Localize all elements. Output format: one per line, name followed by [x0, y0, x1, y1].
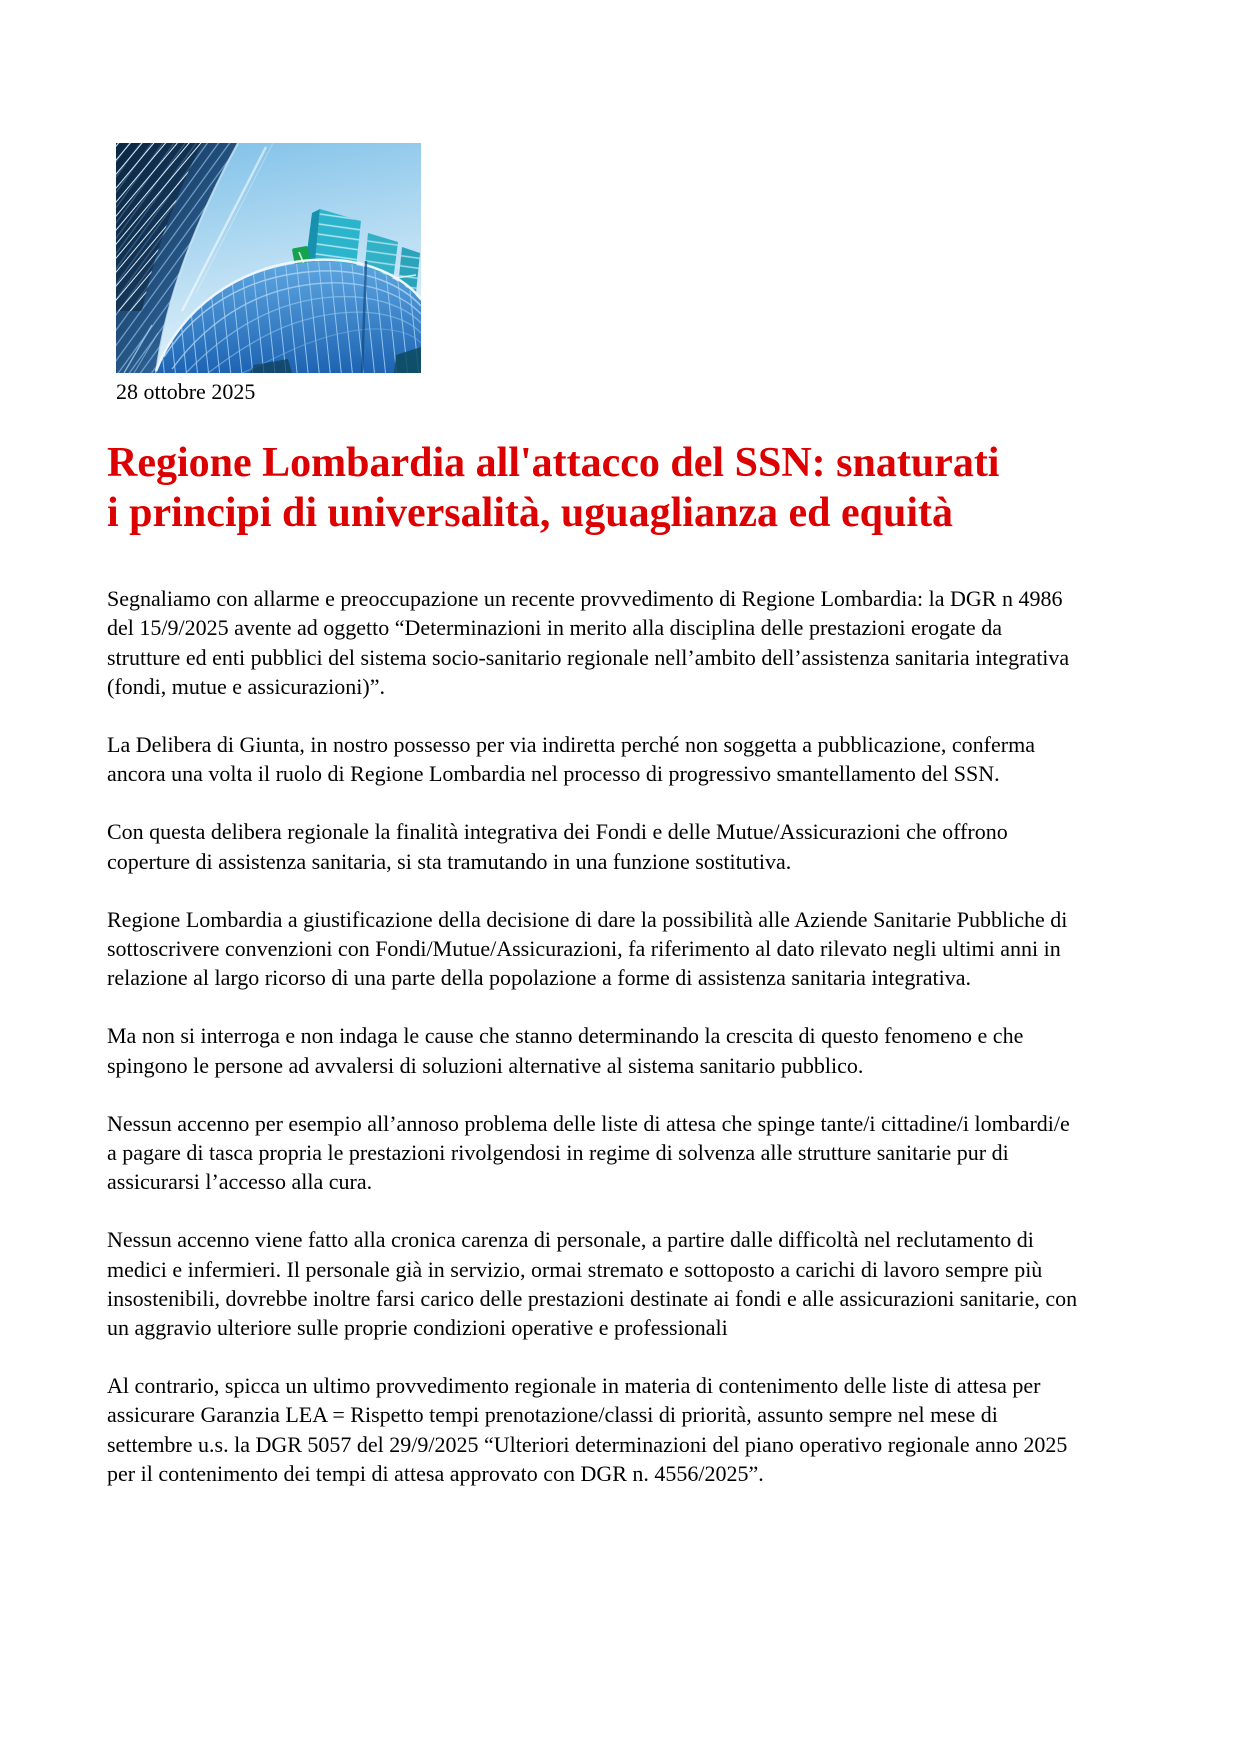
- header-photo: [116, 143, 421, 373]
- article-paragraph-4: Regione Lombardia a giustificazione della decisione di dare la possibilità alle Aziende Sanitarie Pubbliche di sottoscrivere convenzioni con Fondi/Mutue/Assicurazioni, fa riferimento al dato rilevato negli ultimi anni in relazione al largo ricorso di una parte della popolazione a forme di assistenza sanitaria integrativa.: [107, 906, 1068, 991]
- article-paragraph-5: Ma non si interroga e non indaga le cause che stanno determinando la crescita di questo fenomeno e che spingono le persone ad avvalersi di soluzioni alternative al sistema sanitario pubblico.: [107, 1023, 1024, 1078]
- article-date: 28 ottobre 2025: [116, 379, 256, 404]
- article-page: [107, 0, 1082, 1488]
- article-paragraph-2: La Delibera di Giunta, in nostro possesso per via indiretta perché non soggetta a pubblicazione, conferma ancora una volta il ruolo di Regione Lombardia nel processo di progressivo smantellamento del SSN.: [107, 731, 1035, 787]
- article-paragraph-8: Al contrario, spicca un ultimo provvedimento regionale in materia di contenimento delle liste di attesa per assicurare Garanzia LEA = Rispetto tempi prenotazione/classi di priorità, assunto sempre nel mese di settembre u.s. la DGR 5057 del 29/9/2025 “Ulteriori determinazioni del piano operativo regionale anno 2025 per il contenimento dei tempi di attesa approvato con DGR n. 4556/2025”.: [107, 1373, 1068, 1486]
- article-paragraph-7: Nessun accenno viene fatto alla cronica carenza di personale, a partire dalle difficoltà nel reclutamento di medici e infermieri. Il personale già in servizio, ormai stremato e sottoposto a carichi di lavoro sempre più insostenibili, dovrebbe inoltre farsi carico delle prestazioni destinate ai fondi e alle assicurazioni sanitarie, con un aggravio ulteriore sulle proprie condizioni operative e professionali: [107, 1227, 1078, 1340]
- glass-skyscrapers-photo: [116, 143, 421, 373]
- article-paragraph-6: Nessun accenno per esempio all’annoso problema delle liste di attesa che spinge tante/i cittadine/i lombardi/e a pagare di tasca propria le prestazioni rivolgendosi in regime di solvenza alle strutture sanitarie pur di assicurarsi l’accesso alla cura.: [107, 1110, 1070, 1195]
- article-title: Regione Lombardia all'attacco del SSN: snaturati i principi di universalità, uguaglianza ed equità: [107, 440, 1000, 536]
- article-paragraph-3: Con questa delibera regionale la finalità integrativa dei Fondi e delle Mutue/Assicurazioni che offrono coperture di assistenza sanitaria, si sta tramutando in una funzione sostitutiva.: [107, 819, 1008, 874]
- article-paragraph-1: Segnaliamo con allarme e preoccupazione un recente provvedimento di Regione Lombardia: la DGR n 4986 del 15/9/2025 avente ad oggetto “Determinazioni in merito alla disciplina delle prestazioni erogate da strutture ed enti pubblici del sistema socio-sanitario regionale nell’ambito dell’assistenza sanitaria integrativa (fondi, mutue e assicurazioni)”.: [107, 586, 1070, 699]
